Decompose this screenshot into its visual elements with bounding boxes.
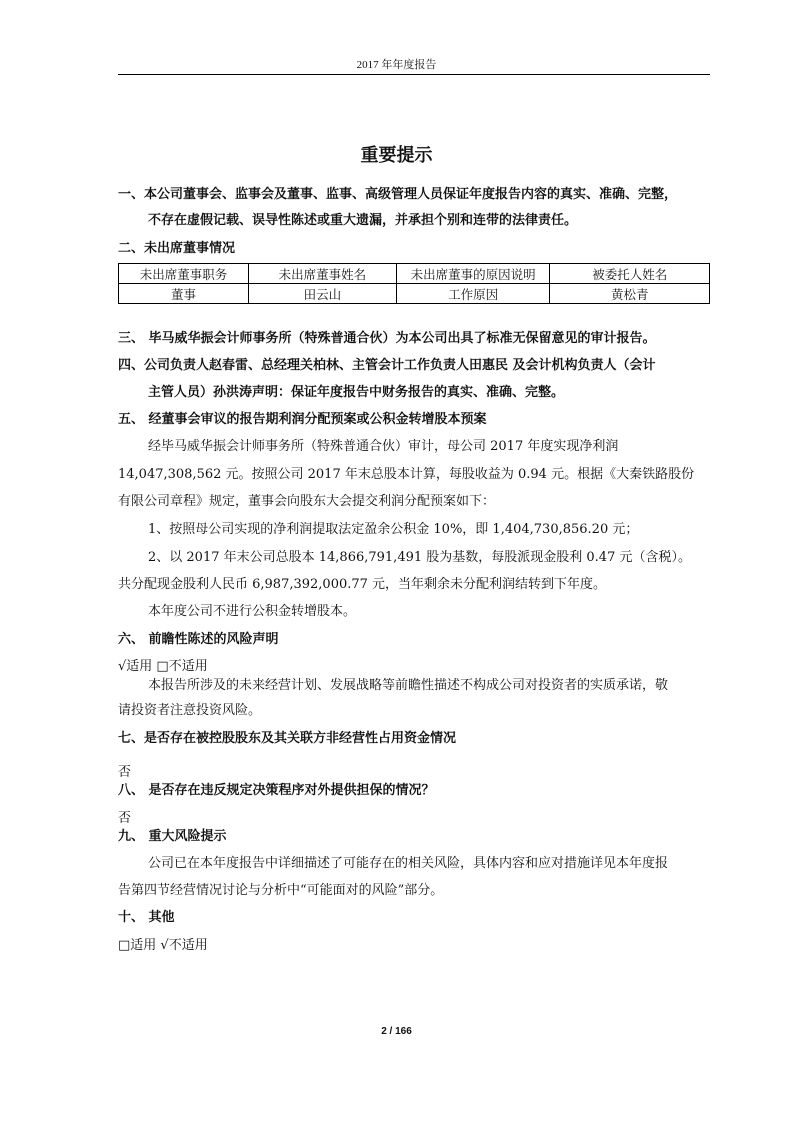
section-6-applicability: √适用 □不适用 <box>118 659 208 674</box>
table-cell: 黄松青 <box>550 284 710 304</box>
section-5-paragraph-line: 本年度公司不进行公积金转增股本。 <box>148 604 357 619</box>
table-header-cell: 未出席董事姓名 <box>249 264 397 284</box>
table-header-row <box>119 264 710 284</box>
section-5-item-1: 1、按照母公司实现的净利润提取法定盈余公积金 10%，即 1,404,730,856.20 元； <box>148 522 639 537</box>
section-5-paragraph-line: 14,047,308,562 元。按照公司 2017 年末总股本计算，每股收益为 0.94 元。根据《大秦铁路股份 <box>118 467 695 482</box>
table-cell: 田云山 <box>249 284 397 304</box>
section-5-heading: 五、 经董事会审议的报告期利润分配预案或公积金转增股本预案 <box>118 412 487 427</box>
section-8-heading: 八、 是否存在违反规定决策程序对外提供担保的情况？ <box>118 783 435 798</box>
absent-directors-table <box>118 263 710 304</box>
page-title: 重要提示 <box>360 145 433 166</box>
section-7-answer: 否 <box>118 765 132 780</box>
section-5-paragraph-line: 有限公司章程》规定，董事会向股东大会提交利润分配预案如下： <box>118 494 496 509</box>
table-cell: 董事 <box>119 284 249 304</box>
section-4-line-1: 四、公司负责人赵春雷、总经理关柏林、主管会计工作负责人田惠民 及会计机构负责人（会计 <box>118 358 656 373</box>
section-10-heading: 十、 其他 <box>118 910 175 925</box>
section-6-heading: 六、 前瞻性陈述的风险声明 <box>118 632 279 647</box>
header-divider <box>118 74 710 75</box>
section-5-paragraph-line: 经毕马威华振会计师事务所（特殊普通合伙）审计，母公司 2017 年度实现净利润 <box>148 439 619 454</box>
section-9-paragraph-line: 公司已在本年度报告中详细描述了可能存在的相关风险，具体内容和应对措施详见本年度报 <box>148 856 669 871</box>
section-3-line: 三、 毕马威华振会计师事务所（特殊普通合伙）为本公司出具了标准无保留意见的审计报告。 <box>118 331 656 346</box>
section-1-line-2: 不存在虚假记载、误导性陈述或重大遗漏，并承担个别和连带的法律责任。 <box>148 213 578 228</box>
section-6-paragraph-line: 本报告所涉及的未来经营计划、发展战略等前瞻性描述不构成公司对投资者的实质承诺，敬 <box>148 678 669 693</box>
section-6-paragraph-line: 请投资者注意投资风险。 <box>118 703 262 718</box>
section-5-item-2: 2、以 2017 年末公司总股本 14,866,791,491 股为基数，每股派现金股利 0.47 元（含税）。 <box>148 550 691 565</box>
section-8-answer: 否 <box>118 811 132 826</box>
table-header-cell: 未出席董事的原因说明 <box>396 264 550 284</box>
table-cell: 工作原因 <box>396 284 550 304</box>
running-header: 2017 年年度报告 <box>356 59 437 71</box>
table-row <box>119 284 710 304</box>
section-5-paragraph-line: 共分配现金股利人民币 6,987,392,000.77 元，当年剩余未分配利润结转到下年度。 <box>118 577 607 592</box>
section-2-heading: 二、未出席董事情况 <box>118 241 236 256</box>
section-7-heading: 七、是否存在被控股股东及其关联方非经营性占用资金情况 <box>118 731 457 746</box>
section-4-line-2: 主管人员）孙洪涛声明：保证年度报告中财务报告的真实、准确、完整。 <box>148 385 565 400</box>
table-header-cell: 被委托人姓名 <box>550 264 710 284</box>
section-9-heading: 九、 重大风险提示 <box>118 829 227 844</box>
table-header-cell: 未出席董事职务 <box>119 264 249 284</box>
section-10-applicability: □适用 √不适用 <box>118 938 208 953</box>
page-number: 2 / 166 <box>381 1026 412 1037</box>
section-1-line-1: 一、本公司董事会、监事会及董事、监事、高级管理人员保证年度报告内容的真实、准确、完整， <box>118 187 678 202</box>
section-9-paragraph-line: 告第四节经营情况讨论与分析中“可能面对的风险”部分。 <box>118 883 444 898</box>
